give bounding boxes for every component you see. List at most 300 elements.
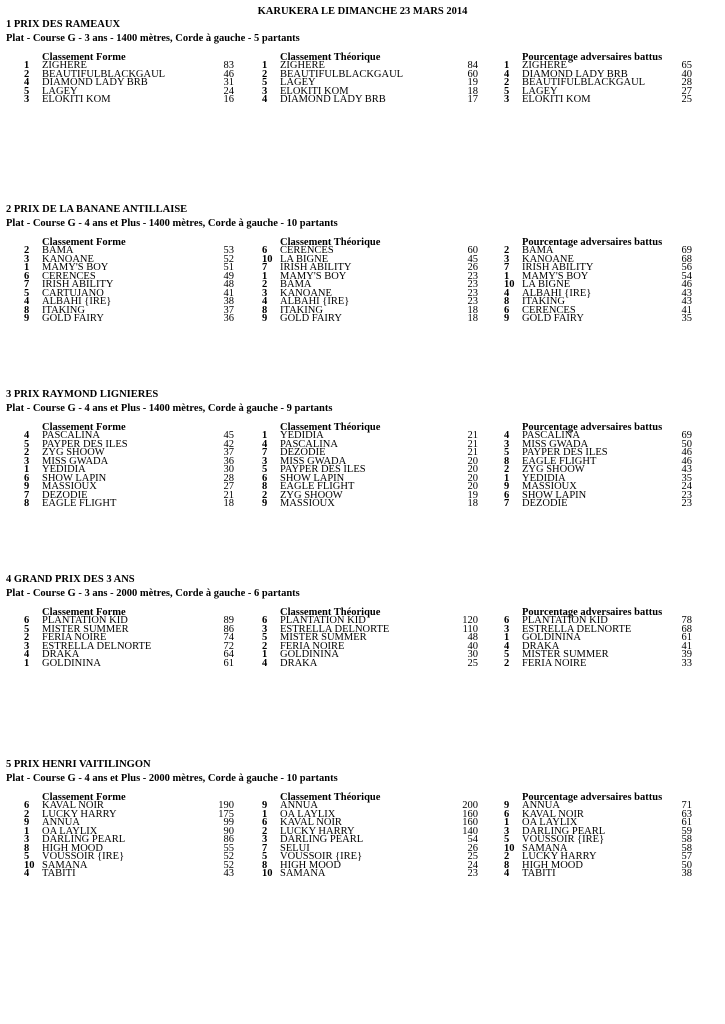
horse-number: 8 [504,296,510,307]
list-item [262,96,478,105]
column-header: Classement Forme [42,792,126,803]
horse-number: 9 [262,313,268,324]
horse-number: 8 [24,498,30,509]
ranking-list [504,247,692,324]
horse-number: 5 [24,287,30,299]
horse-name: ALBAHI {IRE} [280,296,350,307]
horse-number: 3 [504,94,510,105]
horse-name: DEZODIE [280,447,326,458]
list-item [24,870,234,879]
horse-number: 5 [262,632,268,643]
horse-name: ANNUA [522,800,560,811]
horse-name: PASCALINA [522,430,580,441]
horse-score: 110 [462,623,478,635]
horse-name: DIAMOND LADY BRB [280,94,386,105]
horse-score: 64 [223,649,234,660]
horse-score: 23 [681,489,692,501]
horse-name: YEDIDIA [522,472,566,484]
ranking-list [262,432,478,509]
horse-name: PLANTATION KID [280,615,366,626]
horse-score: 46 [681,279,692,290]
horse-score: 160 [462,817,478,828]
horse-number: 7 [504,262,510,273]
ranking-list [24,62,234,105]
horse-score: 160 [462,808,478,820]
horse-score: 35 [681,313,692,324]
horse-score: 25 [681,94,692,105]
horse-score: 52 [223,851,234,862]
list-item [24,96,234,105]
ranking-list [262,802,478,879]
horse-number: 1 [24,464,30,475]
horse-score: 20 [467,481,478,492]
column-header: Classement Théorique [280,422,381,433]
horse-number: 8 [262,481,268,492]
horse-number: 2 [262,68,268,80]
horse-number: 6 [504,489,510,501]
horse-name: MISTER SUMMER [522,649,609,660]
horse-name: BEAUTIFULBLACKGAUL [42,68,166,80]
horse-score: 25 [467,657,478,669]
horse-name: MISS GWADA [42,455,109,467]
horse-score: 61 [681,817,692,828]
ranking-list [24,432,234,509]
horse-number: 4 [24,649,30,660]
horse-score: 37 [223,304,234,316]
horse-name: GOLDININA [280,649,339,660]
column-header: Pourcentage adversaires battus [522,607,663,618]
horse-score: 65 [681,60,692,71]
horse-score: 18 [223,498,234,509]
horse-name: VOUSSOIR {IRE} [522,834,605,845]
horse-number: 4 [24,430,30,441]
horse-name: ESTRELLA DELNORTE [280,623,390,635]
horse-name: KAVAL NOIR [522,808,584,820]
horse-score: 21 [467,430,478,441]
horse-score: 55 [223,842,234,854]
horse-number: 6 [262,817,268,828]
horse-score: 45 [223,430,234,441]
horse-score: 38 [681,868,692,879]
column-header: Pourcentage adversaires battus [522,792,663,803]
race-subtitle: Plat - Course G - 4 ans et Plus - 2000 mètres, Corde à gauche - 10 partants [6,773,338,784]
horse-name: CARTUJANO [42,287,104,299]
horse-number: 2 [262,279,268,290]
horse-number: 4 [262,94,268,105]
horse-number: 4 [504,640,510,652]
horse-score: 28 [223,472,234,484]
horse-name: SHOW LAPIN [42,472,107,484]
horse-number: 5 [262,77,268,88]
horse-number: 6 [24,270,30,282]
horse-number: 4 [24,296,30,307]
horse-number: 7 [504,498,510,509]
horse-name: BAMA [280,279,312,290]
horse-name: IRISH ABILITY [42,279,114,290]
horse-name: DEZODIE [522,498,568,509]
horse-name: GOLDININA [522,632,581,643]
horse-number: 5 [24,438,30,450]
horse-score: 190 [218,800,234,811]
horse-score: 54 [467,834,478,845]
horse-score: 61 [681,632,692,643]
horse-number: 7 [262,447,268,458]
horse-name: ELOKITI KOM [280,85,349,97]
horse-number: 2 [504,245,510,256]
horse-name: MAMY'S BOY [280,270,347,282]
horse-number: 9 [262,498,268,509]
column-header: Classement Forme [42,237,126,248]
horse-name: ITAKING [522,296,565,307]
horse-number: 7 [24,279,30,290]
horse-score: 200 [462,800,478,811]
horse-number: 5 [24,851,30,862]
list-item [504,96,692,105]
horse-name: TABITI [522,868,556,879]
horse-number: 5 [504,649,510,660]
column-header: Classement Théorique [280,607,381,618]
horse-name: HIGH MOOD [280,859,341,871]
horse-number: 6 [504,808,510,820]
horse-number: 6 [262,472,268,484]
horse-name: FERIA NOIRE [42,632,107,643]
horse-number: 5 [24,623,30,635]
horse-number: 3 [504,438,510,450]
horse-name: DEZODIE [42,489,88,501]
horse-name: MASSIOUX [522,481,577,492]
horse-number: 3 [504,253,510,265]
horse-number: 1 [24,657,30,669]
horse-name: KAVAL NOIR [280,817,342,828]
horse-number: 2 [24,632,30,643]
horse-name: DARLING PEARL [522,825,606,837]
horse-score: 48 [223,279,234,290]
horse-name: GOLDININA [42,657,101,669]
race-title: 3 PRIX RAYMOND LIGNIERES [6,389,159,400]
race-title: 5 PRIX HENRI VAITILINGON [6,759,151,770]
horse-name: KANOANE [42,253,94,265]
horse-number: 3 [262,287,268,299]
horse-name: LAGEY [42,85,78,97]
horse-number: 8 [262,304,268,316]
horse-name: BEAUTIFULBLACKGAUL [522,77,646,88]
column-header: Classement Forme [42,422,126,433]
horse-number: 6 [24,472,30,484]
horse-name: IRISH ABILITY [522,262,594,273]
horse-score: 63 [681,808,692,820]
horse-score: 46 [681,455,692,467]
ranking-list [504,802,692,879]
horse-number: 9 [504,481,510,492]
horse-number: 2 [24,245,30,256]
horse-score: 27 [223,481,234,492]
column-header: Pourcentage adversaires battus [522,52,663,63]
horse-score: 140 [462,825,478,837]
ranking-list [24,802,234,879]
horse-number: 9 [504,313,510,324]
horse-name: BAMA [522,245,554,256]
horse-score: 23 [467,296,478,307]
horse-name: PASCALINA [42,430,100,441]
horse-name: LAGEY [280,77,316,88]
horse-score: 21 [467,447,478,458]
horse-score: 16 [223,94,234,105]
horse-score: 36 [223,455,234,467]
horse-score: 46 [681,447,692,458]
horse-name: MISTER SUMMER [42,623,129,635]
horse-number: 2 [24,808,30,820]
horse-number: 1 [262,808,268,820]
horse-number: 3 [262,455,268,467]
horse-number: 2 [24,447,30,458]
race-title: 1 PRIX DES RAMEAUX [6,19,121,30]
horse-number: 3 [24,640,30,652]
horse-score: 43 [681,296,692,307]
horse-number: 3 [24,94,30,105]
horse-name: VOUSSOIR {IRE} [42,851,125,862]
horse-number: 5 [504,834,510,845]
horse-name: CERENCES [280,245,334,256]
horse-name: EAGLE FLIGHT [280,481,355,492]
horse-number: 1 [24,60,30,71]
list-item [24,500,234,509]
horse-name: DARLING PEARL [280,834,364,845]
horse-score: 52 [223,859,234,871]
horse-name: ESTRELLA DELNORTE [42,640,152,652]
horse-score: 18 [467,85,478,97]
horse-score: 20 [467,464,478,475]
horse-score: 41 [681,640,692,652]
horse-score: 37 [223,447,234,458]
horse-number: 6 [504,304,510,316]
horse-score: 84 [467,60,478,71]
horse-name: ELOKITI KOM [522,94,591,105]
horse-number: 4 [504,430,510,441]
horse-number: 6 [262,245,268,256]
column-header: Classement Théorique [280,52,381,63]
horse-number: 3 [262,834,268,845]
horse-number: 1 [24,262,30,273]
horse-name: ZYG SHOOW [280,489,343,501]
horse-number: 9 [262,800,268,811]
horse-name: ALBAHI {IRE} [522,287,592,299]
horse-score: 26 [467,842,478,854]
horse-score: 41 [681,304,692,316]
horse-score: 18 [467,304,478,316]
horse-score: 49 [223,270,234,282]
horse-name: BEAUTIFULBLACKGAUL [280,68,404,80]
horse-name: KANOANE [280,287,332,299]
horse-number: 9 [24,817,30,828]
horse-score: 60 [467,68,478,80]
horse-score: 25 [467,851,478,862]
horse-name: ANNUA [42,817,80,828]
document-title: KARUKERA LE DIMANCHE 23 MARS 2014 [257,6,468,17]
horse-name: MASSIOUX [42,481,97,492]
horse-number: 4 [504,287,510,299]
horse-name: ITAKING [42,304,85,316]
horse-name: ZYG SHOOW [522,464,585,475]
horse-score: 45 [467,253,478,265]
horse-score: 41 [223,287,234,299]
horse-name: LA BIGNE [522,279,571,290]
race-subtitle: Plat - Course G - 4 ans et Plus - 1400 mètres, Corde à gauche - 10 partants [6,218,338,229]
horse-number: 4 [24,868,30,879]
horse-number: 10 [262,253,273,265]
horse-name: EAGLE FLIGHT [522,455,597,467]
ranking-list [24,617,234,668]
horse-number: 2 [504,464,510,475]
horse-score: 20 [467,472,478,484]
list-item [504,500,692,509]
list-item [504,657,692,669]
horse-name: KAVAL NOIR [42,800,104,811]
horse-name: DRAKA [522,640,560,652]
horse-score: 60 [467,245,478,256]
horse-name: ELOKITI KOM [42,94,111,105]
horse-number: 1 [504,60,510,71]
horse-name: ZIGHERE [280,60,325,71]
horse-score: 74 [223,632,234,643]
horse-score: 30 [223,464,234,475]
horse-number: 2 [262,825,268,837]
horse-name: PLANTATION KID [42,615,128,626]
horse-score: 40 [467,640,478,652]
horse-score: 43 [681,287,692,299]
horse-number: 3 [504,623,510,635]
horse-name: GOLD FAIRY [522,313,584,324]
horse-score: 23 [467,287,478,299]
ranking-list [262,62,478,105]
horse-score: 86 [223,623,234,635]
horse-name: ZIGHERE [42,60,87,71]
horse-number: 4 [24,77,30,88]
horse-name: SAMANA [280,868,326,879]
list-item [504,315,692,324]
horse-number: 10 [262,868,273,879]
horse-number: 2 [262,489,268,501]
column-header: Pourcentage adversaires battus [522,237,663,248]
horse-score: 24 [681,481,692,492]
horse-score: 90 [223,825,234,837]
horse-score: 50 [681,859,692,871]
horse-score: 43 [223,868,234,879]
horse-number: 4 [262,296,268,307]
horse-name: ITAKING [280,304,323,316]
race-title: 2 PRIX DE LA BANANE ANTILLAISE [6,204,188,215]
column-header: Classement Forme [42,52,126,63]
horse-number: 6 [262,615,268,626]
horse-score: 28 [681,77,692,88]
horse-number: 9 [24,481,30,492]
horse-name: ANNUA [280,800,318,811]
horse-name: DRAKA [42,649,80,660]
horse-name: KANOANE [522,253,574,265]
column-header: Classement Théorique [280,792,381,803]
list-item [504,870,692,879]
horse-score: 24 [467,859,478,871]
horse-number: 2 [504,77,510,88]
horse-score: 57 [681,851,692,862]
horse-name: TABITI [42,868,76,879]
horse-name: HIGH MOOD [522,859,583,871]
horse-number: 5 [24,85,30,97]
horse-number: 1 [262,60,268,71]
horse-name: PAYPER DES ILES [42,438,128,450]
horse-name: FERIA NOIRE [280,640,345,652]
horse-name: YEDIDIA [280,430,324,441]
column-header: Classement Théorique [280,237,381,248]
horse-score: 53 [223,245,234,256]
horse-name: SHOW LAPIN [280,472,345,484]
horse-number: 1 [504,817,510,828]
horse-score: 31 [223,77,234,88]
horse-name: LAGEY [522,85,558,97]
horse-name: OA LAYLIX [280,808,336,820]
horse-name: YEDIDIA [42,464,86,475]
horse-score: 30 [467,649,478,660]
race-subtitle: Plat - Course G - 3 ans - 2000 mètres, Corde à gauche - 6 partants [6,588,300,599]
horse-name: SHOW LAPIN [522,489,587,501]
horse-score: 50 [681,438,692,450]
horse-name: ZYG SHOOW [42,447,105,458]
horse-score: 99 [223,817,234,828]
horse-name: ESTRELLA DELNORTE [522,623,632,635]
horse-number: 8 [24,842,30,854]
horse-score: 58 [681,842,692,854]
horse-name: MAMY'S BOY [522,270,589,282]
horse-score: 40 [681,68,692,80]
ranking-list [262,617,478,668]
horse-number: 1 [504,632,510,643]
horse-name: DRAKA [280,657,318,669]
horse-number: 5 [262,464,268,475]
horse-score: 24 [223,85,234,97]
horse-score: 18 [467,498,478,509]
horse-number: 4 [262,438,268,450]
race-title: 4 GRAND PRIX DES 3 ANS [6,574,135,585]
horse-number: 1 [262,649,268,660]
horse-score: 68 [681,253,692,265]
horse-score: 21 [223,489,234,501]
horse-name: LUCKY HARRY [522,851,597,862]
horse-score: 42 [223,438,234,450]
horse-name: MISS GWADA [522,438,589,450]
horse-name: PAYPER DES ILES [280,464,366,475]
horse-name: CERENCES [522,304,576,316]
horse-number: 8 [262,859,268,871]
horse-score: 18 [467,313,478,324]
horse-number: 5 [504,85,510,97]
horse-number: 3 [24,834,30,845]
horse-score: 23 [467,270,478,282]
horse-number: 9 [24,313,30,324]
horse-score: 19 [467,77,478,88]
horse-score: 27 [681,85,692,97]
horse-score: 175 [218,808,234,820]
horse-number: 1 [262,270,268,282]
horse-number: 5 [262,851,268,862]
horse-number: 3 [262,85,268,97]
horse-name: ZIGHERE [522,60,567,71]
horse-name: PASCALINA [280,438,338,450]
ranking-list [504,617,692,668]
horse-name: MISS GWADA [280,455,347,467]
horse-score: 23 [467,868,478,879]
horse-number: 7 [262,842,268,854]
horse-number: 8 [24,304,30,316]
horse-number: 7 [262,262,268,273]
